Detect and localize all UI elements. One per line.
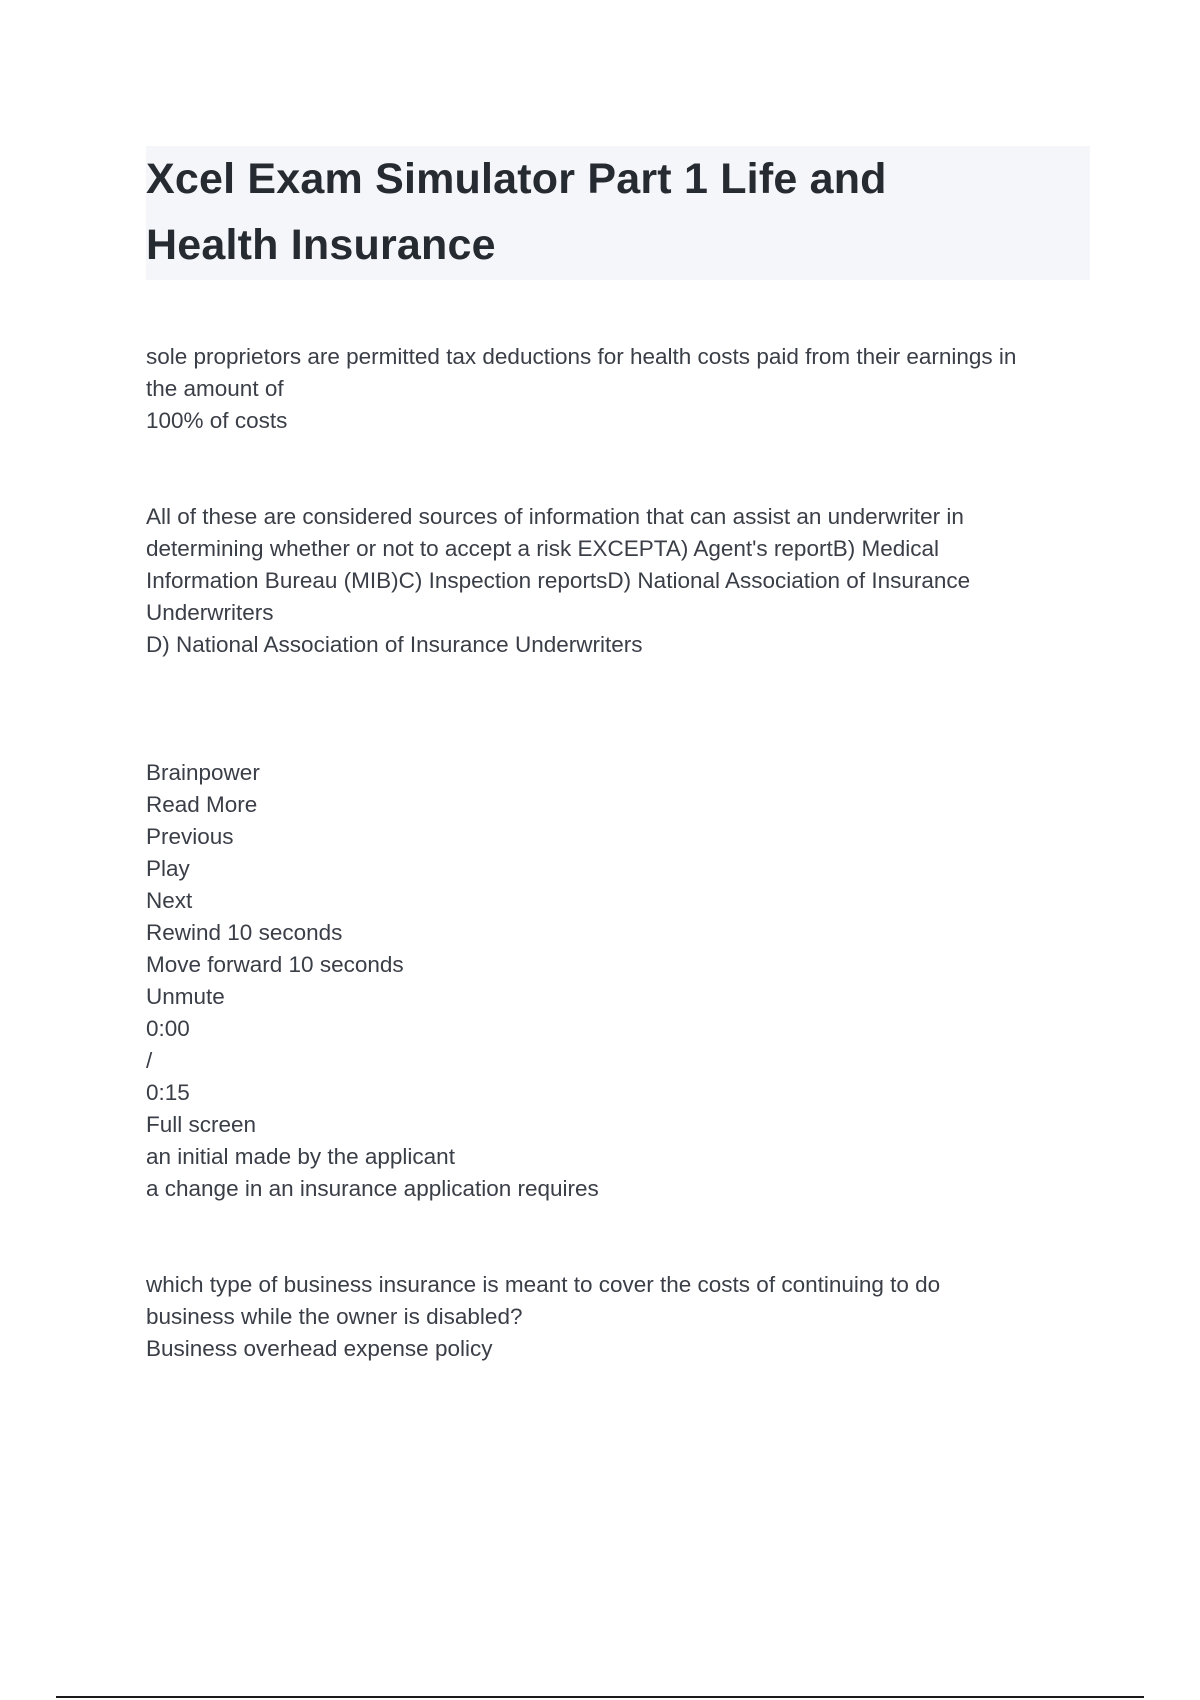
qa-item-2 [146,501,1090,661]
fullscreen-button[interactable]: Full screen [146,1112,257,1137]
answer-2: D) National Association of Insurance Underwriters [146,632,643,657]
rewind-button[interactable]: Rewind 10 seconds [146,920,343,945]
inline-answer: an initial made by the applicant [146,1144,455,1169]
forward-button[interactable]: Move forward 10 seconds [146,952,404,977]
answer-1: 100% of costs [146,408,288,433]
unmute-button[interactable]: Unmute [146,984,225,1009]
player-brand: Brainpower [146,760,260,785]
question-3-line-1: which type of business insurance is meant to cover the costs of continuing to do [146,1272,941,1297]
question-3-line-2: business while the owner is disabled? [146,1304,523,1329]
document-title [146,146,1090,278]
qa-item-3 [146,1269,1090,1365]
media-player [146,757,1090,1205]
duration: 0:15 [146,1080,190,1105]
inline-question: a change in an insurance application requires [146,1176,599,1201]
qa-item-1 [146,341,1090,437]
next-button[interactable]: Next [146,888,193,913]
answer-3: Business overhead expense policy [146,1336,493,1361]
play-button[interactable]: Play [146,856,190,881]
time-separator: / [146,1048,153,1073]
question-2 [146,501,1090,629]
question-3 [146,1269,1090,1333]
page-bottom-rule [56,1696,1144,1698]
title-line-1: Xcel Exam Simulator Part 1 Life and [146,155,887,203]
question-2-line-2: determining whether or not to accept a risk EXCEPTA) Agent's reportB) Medical [146,536,939,561]
previous-button[interactable]: Previous [146,824,234,849]
question-2-line-1: All of these are considered sources of information that can assist an underwriter in [146,504,964,529]
question-1-line-1: sole proprietors are permitted tax deductions for health costs paid from their earnings in [146,344,1017,369]
question-1-line-2: the amount of [146,376,284,401]
title-box [146,146,1090,280]
read-more-link[interactable]: Read More [146,792,258,817]
question-2-line-3: Information Bureau (MIB)C) Inspection reportsD) National Association of Insurance [146,568,971,593]
current-time: 0:00 [146,1016,190,1041]
question-2-line-4: Underwriters [146,600,274,625]
question-1 [146,341,1090,405]
title-line-2: Health Insurance [146,221,496,269]
